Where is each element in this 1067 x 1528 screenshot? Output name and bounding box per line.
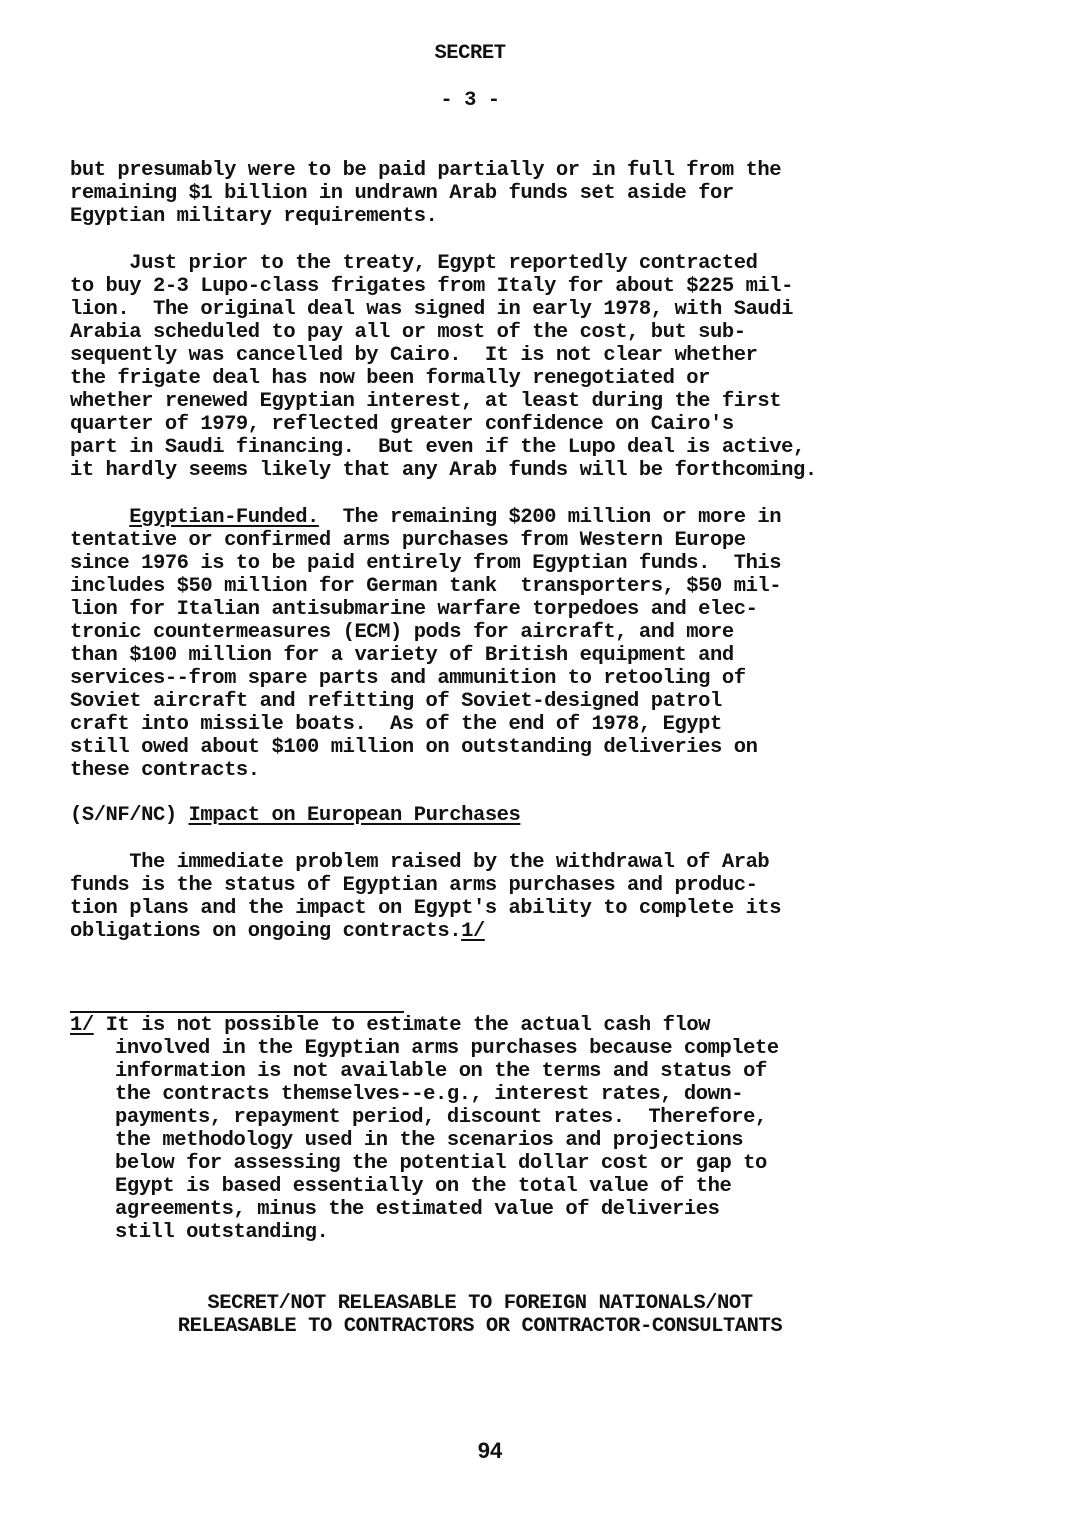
paragraph-heading: Egyptian-Funded.: [129, 506, 319, 529]
page-marker: - 3 -: [440, 89, 500, 112]
footnote-reference: 1/: [461, 920, 485, 943]
section-title: Impact on European Purchases: [188, 804, 521, 827]
paragraph-continuation: but presumably were to be paid partially or in full from the remaining $1 billion in undrawn Arab funds set aside for Egyptian military requirements.: [70, 159, 782, 228]
release-notice: SECRET/NOT RELEASABLE TO FOREIGN NATIONALS/NOT RELEASABLE TO CONTRACTORS OR CONTRACTOR-CONSULTANTS: [177, 1292, 783, 1338]
footnote-divider: [70, 1011, 404, 1013]
classification-header: SECRET: [434, 42, 506, 65]
paragraph-immediate-problem: [70, 851, 781, 943]
paragraph-body: The remaining $200 million or more in tentative or confirmed arms purchases from Western Europe since 1976 is to be paid entirely from Egyptian funds. This includes $50 million for German tank transporters, $50 mil- lion for Italian antisubmarine warfare torpedoes and elec- tronic countermeasures (ECM) pods for aircraft, and more than $100 million for a variety of British equipment and services--from spare parts and ammunition to retooling of Soviet aircraft and refitting of Soviet-designed patrol craft into missile boats. As of the end of 1978, Egypt still owed about $100 million on outstanding deliveries on these contracts.: [70, 506, 782, 782]
footnote-body: involved in the Egyptian arms purchases because complete information is not available on the terms and status of the contracts themselves--e.g., interest rates, down- payments, repayment period, discount rates. Therefore, the methodology used in the scenarios and projections below for assessing the potential dollar cost or gap to Egypt is based essentially on the total value of the agreements, minus the estimated value of deliveries still outstanding.: [115, 1037, 779, 1244]
footnote-lead-text: It is not possible to estimate the actual cash flow: [93, 1014, 711, 1037]
paragraph-lupo-frigates: Just prior to the treaty, Egypt reportedly contracted to buy 2-3 Lupo-class frigates from Italy for about $225 mil- lion. The original deal was signed in early 1978, with Saudi Arabia scheduled to pay all or most of the cost, but sub- sequently was cancelled by Cairo. It is not clear whether the frigate deal has now been formally renegotiated or whether renewed Egyptian interest, at least during the first quarter of 1979, reflected greater confidence on Cairo's part in Saudi financing. But even if the Lupo deal is active, it hardly seems likely that any Arab funds will be forthcoming.: [70, 252, 817, 482]
classification-marking: (S/NF/NC): [70, 804, 189, 827]
footnote-first-line: [70, 1014, 710, 1037]
paragraph-body: The immediate problem raised by the withdrawal of Arab funds is the status of Egyptian arms purchases and produc- tion plans and the impact on Egypt's ability to complete its obligations on ongoing contracts.: [70, 851, 782, 943]
page-number: 94: [477, 1438, 503, 1463]
section-heading: [70, 804, 520, 827]
footnote-marker: 1/: [70, 1014, 94, 1037]
paragraph-indent: [70, 506, 129, 529]
paragraph-egyptian-funded: [70, 506, 781, 782]
